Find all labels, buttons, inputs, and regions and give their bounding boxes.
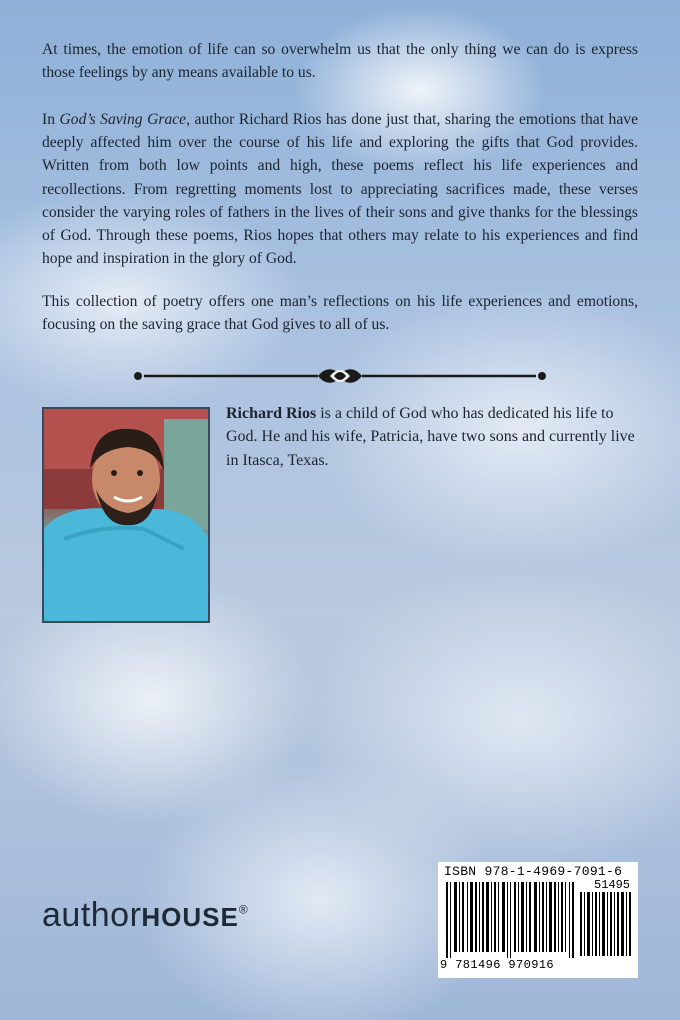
- ornamental-divider: [130, 362, 550, 390]
- ean-number: 9 781496 970916: [440, 958, 555, 972]
- description-prefix: In: [42, 111, 60, 128]
- ean-bars: [446, 882, 574, 958]
- publisher-logo: [42, 896, 248, 935]
- author-photo: [42, 407, 210, 623]
- author-bio: [226, 402, 636, 472]
- registered-mark: ®: [238, 902, 249, 917]
- addon-bars: [580, 892, 632, 956]
- isbn-label: ISBN 978-1-4969-7091-6: [444, 864, 623, 879]
- summary-paragraph: This collection of poetry offers one man’s reflections on his life experiences and emotions, focusing on the saving grace that God gives to all of us.: [42, 293, 638, 334]
- book-title: God’s Saving Grace: [59, 111, 187, 128]
- barcode: [438, 862, 638, 978]
- price-addon: 51495: [594, 878, 631, 892]
- author-name: Richard Rios: [226, 405, 317, 422]
- description-body: , author Richard Rios has done just that, sharing the emotions that have deeply affected him over the course of his life and exploring the gifts that God provides. Written from both low points and high, these poems reflect his life experiences and recollections. From regretting moments lost to appreciating sacrifices made, these verses consider the varying roles of fathers in the lives of their sons and give thanks for the blessings of God. Through these poems, Rios hopes that others may relate to his experiences and find hope and inspiration in the glory of God.: [42, 111, 638, 268]
- description-paragraph: [42, 108, 638, 270]
- publisher-logo-part2: HOUSE: [141, 902, 239, 932]
- author-bio-text: is a child of God who has dedicated his life to God. He and his wife, Patricia, have two sons and currently live in Itasca, Texas.: [226, 405, 635, 469]
- publisher-logo-part1: author: [42, 896, 142, 934]
- intro-paragraph: At times, the emotion of life can so overwhelm us that the only thing we can do is express those feelings by any means available to us.: [42, 41, 638, 82]
